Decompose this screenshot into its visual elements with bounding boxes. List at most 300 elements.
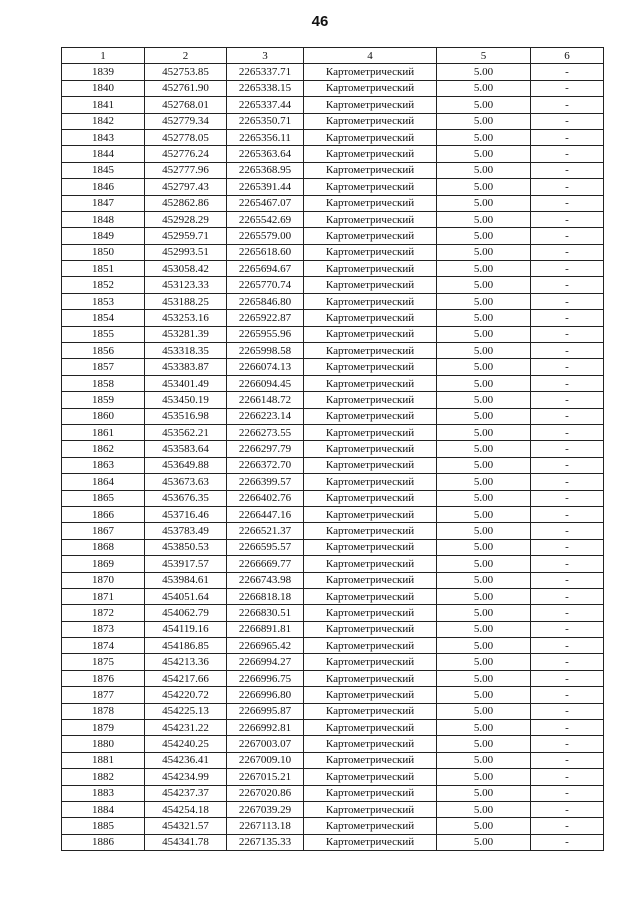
- x-coordinate-cell: 454321.57: [145, 818, 227, 834]
- accuracy-cell: 5.00: [437, 654, 531, 670]
- description-cell: -: [531, 408, 604, 424]
- method-cell: Картометрический: [304, 506, 437, 522]
- point-number-cell: 1842: [62, 113, 145, 129]
- y-coordinate-cell: 2266273.55: [227, 424, 304, 440]
- method-cell: Картометрический: [304, 179, 437, 195]
- table-row: [62, 179, 604, 195]
- point-number-cell: 1855: [62, 326, 145, 342]
- accuracy-cell: 5.00: [437, 392, 531, 408]
- x-coordinate-cell: 454220.72: [145, 687, 227, 703]
- point-number-cell: 1880: [62, 736, 145, 752]
- accuracy-cell: 5.00: [437, 703, 531, 719]
- table-row: [62, 506, 604, 522]
- table-row: [62, 146, 604, 162]
- x-coordinate-cell: 453058.42: [145, 261, 227, 277]
- point-number-cell: 1863: [62, 457, 145, 473]
- accuracy-cell: 5.00: [437, 195, 531, 211]
- accuracy-cell: 5.00: [437, 769, 531, 785]
- method-cell: Картометрический: [304, 211, 437, 227]
- x-coordinate-cell: 452768.01: [145, 97, 227, 113]
- description-cell: -: [531, 228, 604, 244]
- accuracy-cell: 5.00: [437, 441, 531, 457]
- accuracy-cell: 5.00: [437, 621, 531, 637]
- column-header: 3: [227, 48, 304, 64]
- table-row: [62, 244, 604, 260]
- method-cell: Картометрический: [304, 97, 437, 113]
- method-cell: Картометрический: [304, 670, 437, 686]
- x-coordinate-cell: 453716.46: [145, 506, 227, 522]
- x-coordinate-cell: 454254.18: [145, 801, 227, 817]
- y-coordinate-cell: 2266818.18: [227, 588, 304, 604]
- x-coordinate-cell: 453450.19: [145, 392, 227, 408]
- table-row: [62, 211, 604, 227]
- description-cell: -: [531, 179, 604, 195]
- accuracy-cell: 5.00: [437, 293, 531, 309]
- x-coordinate-cell: 453649.88: [145, 457, 227, 473]
- point-number-cell: 1869: [62, 556, 145, 572]
- accuracy-cell: 5.00: [437, 605, 531, 621]
- table-row: [62, 588, 604, 604]
- method-cell: Картометрический: [304, 277, 437, 293]
- description-cell: -: [531, 638, 604, 654]
- description-cell: -: [531, 736, 604, 752]
- method-cell: Картометрический: [304, 80, 437, 96]
- accuracy-cell: 5.00: [437, 179, 531, 195]
- method-cell: Картометрический: [304, 720, 437, 736]
- point-number-cell: 1860: [62, 408, 145, 424]
- accuracy-cell: 5.00: [437, 228, 531, 244]
- accuracy-cell: 5.00: [437, 97, 531, 113]
- method-cell: Картометрический: [304, 490, 437, 506]
- accuracy-cell: 5.00: [437, 375, 531, 391]
- table-row: [62, 752, 604, 768]
- point-number-cell: 1851: [62, 261, 145, 277]
- y-coordinate-cell: 2265542.69: [227, 211, 304, 227]
- point-number-cell: 1878: [62, 703, 145, 719]
- point-number-cell: 1886: [62, 834, 145, 850]
- point-number-cell: 1881: [62, 752, 145, 768]
- description-cell: -: [531, 670, 604, 686]
- accuracy-cell: 5.00: [437, 113, 531, 129]
- point-number-cell: 1873: [62, 621, 145, 637]
- point-number-cell: 1871: [62, 588, 145, 604]
- column-header: 4: [304, 48, 437, 64]
- accuracy-cell: 5.00: [437, 834, 531, 850]
- x-coordinate-cell: 454217.66: [145, 670, 227, 686]
- point-number-cell: 1850: [62, 244, 145, 260]
- x-coordinate-cell: 454234.99: [145, 769, 227, 785]
- description-cell: -: [531, 392, 604, 408]
- description-cell: -: [531, 801, 604, 817]
- y-coordinate-cell: 2266996.75: [227, 670, 304, 686]
- accuracy-cell: 5.00: [437, 490, 531, 506]
- method-cell: Картометрический: [304, 572, 437, 588]
- description-cell: -: [531, 424, 604, 440]
- description-cell: -: [531, 654, 604, 670]
- x-coordinate-cell: 454231.22: [145, 720, 227, 736]
- description-cell: -: [531, 359, 604, 375]
- y-coordinate-cell: 2267135.33: [227, 834, 304, 850]
- accuracy-cell: 5.00: [437, 408, 531, 424]
- accuracy-cell: 5.00: [437, 211, 531, 227]
- table-row: [62, 441, 604, 457]
- accuracy-cell: 5.00: [437, 457, 531, 473]
- method-cell: Картометрический: [304, 375, 437, 391]
- x-coordinate-cell: 452776.24: [145, 146, 227, 162]
- y-coordinate-cell: 2266372.70: [227, 457, 304, 473]
- point-number-cell: 1867: [62, 523, 145, 539]
- description-cell: -: [531, 523, 604, 539]
- point-number-cell: 1877: [62, 687, 145, 703]
- point-number-cell: 1884: [62, 801, 145, 817]
- accuracy-cell: 5.00: [437, 474, 531, 490]
- table-row: [62, 654, 604, 670]
- table-row: [62, 720, 604, 736]
- description-cell: -: [531, 621, 604, 637]
- y-coordinate-cell: 2267039.29: [227, 801, 304, 817]
- accuracy-cell: 5.00: [437, 244, 531, 260]
- point-number-cell: 1864: [62, 474, 145, 490]
- description-cell: -: [531, 80, 604, 96]
- description-cell: -: [531, 326, 604, 342]
- description-cell: -: [531, 605, 604, 621]
- point-number-cell: 1853: [62, 293, 145, 309]
- table-row: [62, 834, 604, 850]
- y-coordinate-cell: 2266094.45: [227, 375, 304, 391]
- description-cell: -: [531, 162, 604, 178]
- point-number-cell: 1849: [62, 228, 145, 244]
- accuracy-cell: 5.00: [437, 801, 531, 817]
- x-coordinate-cell: 453188.25: [145, 293, 227, 309]
- description-cell: -: [531, 572, 604, 588]
- point-number-cell: 1865: [62, 490, 145, 506]
- y-coordinate-cell: 2265337.71: [227, 64, 304, 80]
- accuracy-cell: 5.00: [437, 556, 531, 572]
- point-number-cell: 1846: [62, 179, 145, 195]
- description-cell: -: [531, 834, 604, 850]
- table-row: [62, 818, 604, 834]
- x-coordinate-cell: 453984.61: [145, 572, 227, 588]
- method-cell: Картометрический: [304, 244, 437, 260]
- method-cell: Картометрический: [304, 228, 437, 244]
- accuracy-cell: 5.00: [437, 261, 531, 277]
- method-cell: Картометрический: [304, 474, 437, 490]
- x-coordinate-cell: 453583.64: [145, 441, 227, 457]
- x-coordinate-cell: 454051.64: [145, 588, 227, 604]
- y-coordinate-cell: 2266148.72: [227, 392, 304, 408]
- y-coordinate-cell: 2266402.76: [227, 490, 304, 506]
- table-row: [62, 474, 604, 490]
- accuracy-cell: 5.00: [437, 572, 531, 588]
- table-row: [62, 195, 604, 211]
- table-row: [62, 785, 604, 801]
- table-row: [62, 457, 604, 473]
- accuracy-cell: 5.00: [437, 752, 531, 768]
- x-coordinate-cell: 452993.51: [145, 244, 227, 260]
- y-coordinate-cell: 2266447.16: [227, 506, 304, 522]
- point-number-cell: 1857: [62, 359, 145, 375]
- method-cell: Картометрический: [304, 785, 437, 801]
- table-row: [62, 621, 604, 637]
- coordinates-table: [61, 47, 604, 851]
- accuracy-cell: 5.00: [437, 310, 531, 326]
- accuracy-cell: 5.00: [437, 326, 531, 342]
- y-coordinate-cell: 2266891.81: [227, 621, 304, 637]
- column-header: 1: [62, 48, 145, 64]
- accuracy-cell: 5.00: [437, 80, 531, 96]
- table-row: [62, 605, 604, 621]
- description-cell: -: [531, 506, 604, 522]
- method-cell: Картометрический: [304, 113, 437, 129]
- method-cell: Картометрический: [304, 195, 437, 211]
- accuracy-cell: 5.00: [437, 785, 531, 801]
- method-cell: Картометрический: [304, 736, 437, 752]
- y-coordinate-cell: 2267015.21: [227, 769, 304, 785]
- method-cell: Картометрический: [304, 752, 437, 768]
- accuracy-cell: 5.00: [437, 162, 531, 178]
- table-row: [62, 408, 604, 424]
- description-cell: -: [531, 769, 604, 785]
- point-number-cell: 1839: [62, 64, 145, 80]
- table-row: [62, 162, 604, 178]
- point-number-cell: 1862: [62, 441, 145, 457]
- description-cell: -: [531, 113, 604, 129]
- method-cell: Картометрический: [304, 801, 437, 817]
- method-cell: Картометрический: [304, 457, 437, 473]
- x-coordinate-cell: 453917.57: [145, 556, 227, 572]
- x-coordinate-cell: 452928.29: [145, 211, 227, 227]
- y-coordinate-cell: 2266992.81: [227, 720, 304, 736]
- x-coordinate-cell: 453562.21: [145, 424, 227, 440]
- accuracy-cell: 5.00: [437, 343, 531, 359]
- method-cell: Картометрический: [304, 441, 437, 457]
- table-row: [62, 769, 604, 785]
- method-cell: Картометрический: [304, 539, 437, 555]
- method-cell: Картометрический: [304, 703, 437, 719]
- method-cell: Картометрический: [304, 293, 437, 309]
- x-coordinate-cell: 453318.35: [145, 343, 227, 359]
- y-coordinate-cell: 2266994.27: [227, 654, 304, 670]
- description-cell: -: [531, 343, 604, 359]
- x-coordinate-cell: 452761.90: [145, 80, 227, 96]
- method-cell: Картометрический: [304, 392, 437, 408]
- accuracy-cell: 5.00: [437, 638, 531, 654]
- description-cell: -: [531, 720, 604, 736]
- description-cell: -: [531, 785, 604, 801]
- point-number-cell: 1856: [62, 343, 145, 359]
- description-cell: -: [531, 64, 604, 80]
- accuracy-cell: 5.00: [437, 129, 531, 145]
- description-cell: -: [531, 752, 604, 768]
- table-row: [62, 687, 604, 703]
- table-row: [62, 375, 604, 391]
- table-row: [62, 64, 604, 80]
- table-row: [62, 490, 604, 506]
- table-row: [62, 801, 604, 817]
- accuracy-cell: 5.00: [437, 277, 531, 293]
- y-coordinate-cell: 2267113.18: [227, 818, 304, 834]
- table-row: [62, 572, 604, 588]
- point-number-cell: 1861: [62, 424, 145, 440]
- accuracy-cell: 5.00: [437, 818, 531, 834]
- table-row: [62, 359, 604, 375]
- y-coordinate-cell: 2265467.07: [227, 195, 304, 211]
- point-number-cell: 1854: [62, 310, 145, 326]
- accuracy-cell: 5.00: [437, 720, 531, 736]
- table-row: [62, 638, 604, 654]
- y-coordinate-cell: 2265337.44: [227, 97, 304, 113]
- point-number-cell: 1852: [62, 277, 145, 293]
- accuracy-cell: 5.00: [437, 736, 531, 752]
- method-cell: Картометрический: [304, 261, 437, 277]
- table-row: [62, 310, 604, 326]
- table-row: [62, 113, 604, 129]
- accuracy-cell: 5.00: [437, 359, 531, 375]
- x-coordinate-cell: 453253.16: [145, 310, 227, 326]
- table-row: [62, 129, 604, 145]
- x-coordinate-cell: 454119.16: [145, 621, 227, 637]
- method-cell: Картометрический: [304, 588, 437, 604]
- table-row: [62, 261, 604, 277]
- y-coordinate-cell: 2266595.57: [227, 539, 304, 555]
- table-row: [62, 539, 604, 555]
- description-cell: -: [531, 687, 604, 703]
- y-coordinate-cell: 2265846.80: [227, 293, 304, 309]
- description-cell: -: [531, 97, 604, 113]
- y-coordinate-cell: 2265770.74: [227, 277, 304, 293]
- y-coordinate-cell: 2266743.98: [227, 572, 304, 588]
- column-header: 2: [145, 48, 227, 64]
- table-row: [62, 523, 604, 539]
- description-cell: -: [531, 490, 604, 506]
- y-coordinate-cell: 2265955.96: [227, 326, 304, 342]
- x-coordinate-cell: 453401.49: [145, 375, 227, 391]
- x-coordinate-cell: 453676.35: [145, 490, 227, 506]
- description-cell: -: [531, 474, 604, 490]
- point-number-cell: 1847: [62, 195, 145, 211]
- header-row: [62, 48, 604, 64]
- x-coordinate-cell: 452777.96: [145, 162, 227, 178]
- description-cell: -: [531, 293, 604, 309]
- column-header: 5: [437, 48, 531, 64]
- point-number-cell: 1882: [62, 769, 145, 785]
- x-coordinate-cell: 453281.39: [145, 326, 227, 342]
- table-row: [62, 343, 604, 359]
- x-coordinate-cell: 453383.87: [145, 359, 227, 375]
- method-cell: Картометрический: [304, 687, 437, 703]
- point-number-cell: 1875: [62, 654, 145, 670]
- method-cell: Картометрический: [304, 834, 437, 850]
- x-coordinate-cell: 454225.13: [145, 703, 227, 719]
- table-row: [62, 392, 604, 408]
- method-cell: Картометрический: [304, 310, 437, 326]
- accuracy-cell: 5.00: [437, 539, 531, 555]
- description-cell: -: [531, 261, 604, 277]
- method-cell: Картометрический: [304, 424, 437, 440]
- y-coordinate-cell: 2266399.57: [227, 474, 304, 490]
- x-coordinate-cell: 454062.79: [145, 605, 227, 621]
- x-coordinate-cell: 452778.05: [145, 129, 227, 145]
- page-number: 46: [311, 13, 329, 30]
- method-cell: Картометрический: [304, 64, 437, 80]
- description-cell: -: [531, 457, 604, 473]
- point-number-cell: 1883: [62, 785, 145, 801]
- y-coordinate-cell: 2265391.44: [227, 179, 304, 195]
- method-cell: Картометрический: [304, 605, 437, 621]
- point-number-cell: 1859: [62, 392, 145, 408]
- accuracy-cell: 5.00: [437, 687, 531, 703]
- table-row: [62, 97, 604, 113]
- y-coordinate-cell: 2266996.80: [227, 687, 304, 703]
- x-coordinate-cell: 454341.78: [145, 834, 227, 850]
- y-coordinate-cell: 2266074.13: [227, 359, 304, 375]
- x-coordinate-cell: 454186.85: [145, 638, 227, 654]
- point-number-cell: 1866: [62, 506, 145, 522]
- method-cell: Картометрический: [304, 654, 437, 670]
- y-coordinate-cell: 2265694.67: [227, 261, 304, 277]
- method-cell: Картометрический: [304, 769, 437, 785]
- accuracy-cell: 5.00: [437, 64, 531, 80]
- table-row: [62, 228, 604, 244]
- accuracy-cell: 5.00: [437, 424, 531, 440]
- point-number-cell: 1885: [62, 818, 145, 834]
- description-cell: -: [531, 588, 604, 604]
- y-coordinate-cell: 2266669.77: [227, 556, 304, 572]
- method-cell: Картометрический: [304, 621, 437, 637]
- table-row: [62, 80, 604, 96]
- method-cell: Картометрический: [304, 359, 437, 375]
- method-cell: Картометрический: [304, 818, 437, 834]
- x-coordinate-cell: 452753.85: [145, 64, 227, 80]
- point-number-cell: 1872: [62, 605, 145, 621]
- point-number-cell: 1870: [62, 572, 145, 588]
- method-cell: Картометрический: [304, 129, 437, 145]
- description-cell: -: [531, 441, 604, 457]
- y-coordinate-cell: 2266297.79: [227, 441, 304, 457]
- method-cell: Картометрический: [304, 162, 437, 178]
- x-coordinate-cell: 454237.37: [145, 785, 227, 801]
- y-coordinate-cell: 2265368.95: [227, 162, 304, 178]
- y-coordinate-cell: 2266995.87: [227, 703, 304, 719]
- method-cell: Картометрический: [304, 146, 437, 162]
- y-coordinate-cell: 2265998.58: [227, 343, 304, 359]
- x-coordinate-cell: 454236.41: [145, 752, 227, 768]
- point-number-cell: 1844: [62, 146, 145, 162]
- y-coordinate-cell: 2266965.42: [227, 638, 304, 654]
- table-row: [62, 424, 604, 440]
- description-cell: -: [531, 146, 604, 162]
- point-number-cell: 1868: [62, 539, 145, 555]
- method-cell: Картометрический: [304, 343, 437, 359]
- x-coordinate-cell: 452797.43: [145, 179, 227, 195]
- description-cell: -: [531, 211, 604, 227]
- point-number-cell: 1843: [62, 129, 145, 145]
- description-cell: -: [531, 244, 604, 260]
- accuracy-cell: 5.00: [437, 588, 531, 604]
- table-row: [62, 556, 604, 572]
- table-row: [62, 326, 604, 342]
- table-row: [62, 293, 604, 309]
- point-number-cell: 1848: [62, 211, 145, 227]
- y-coordinate-cell: 2267009.10: [227, 752, 304, 768]
- description-cell: -: [531, 375, 604, 391]
- x-coordinate-cell: 454240.25: [145, 736, 227, 752]
- x-coordinate-cell: 452779.34: [145, 113, 227, 129]
- point-number-cell: 1879: [62, 720, 145, 736]
- point-number-cell: 1845: [62, 162, 145, 178]
- x-coordinate-cell: 452959.71: [145, 228, 227, 244]
- accuracy-cell: 5.00: [437, 506, 531, 522]
